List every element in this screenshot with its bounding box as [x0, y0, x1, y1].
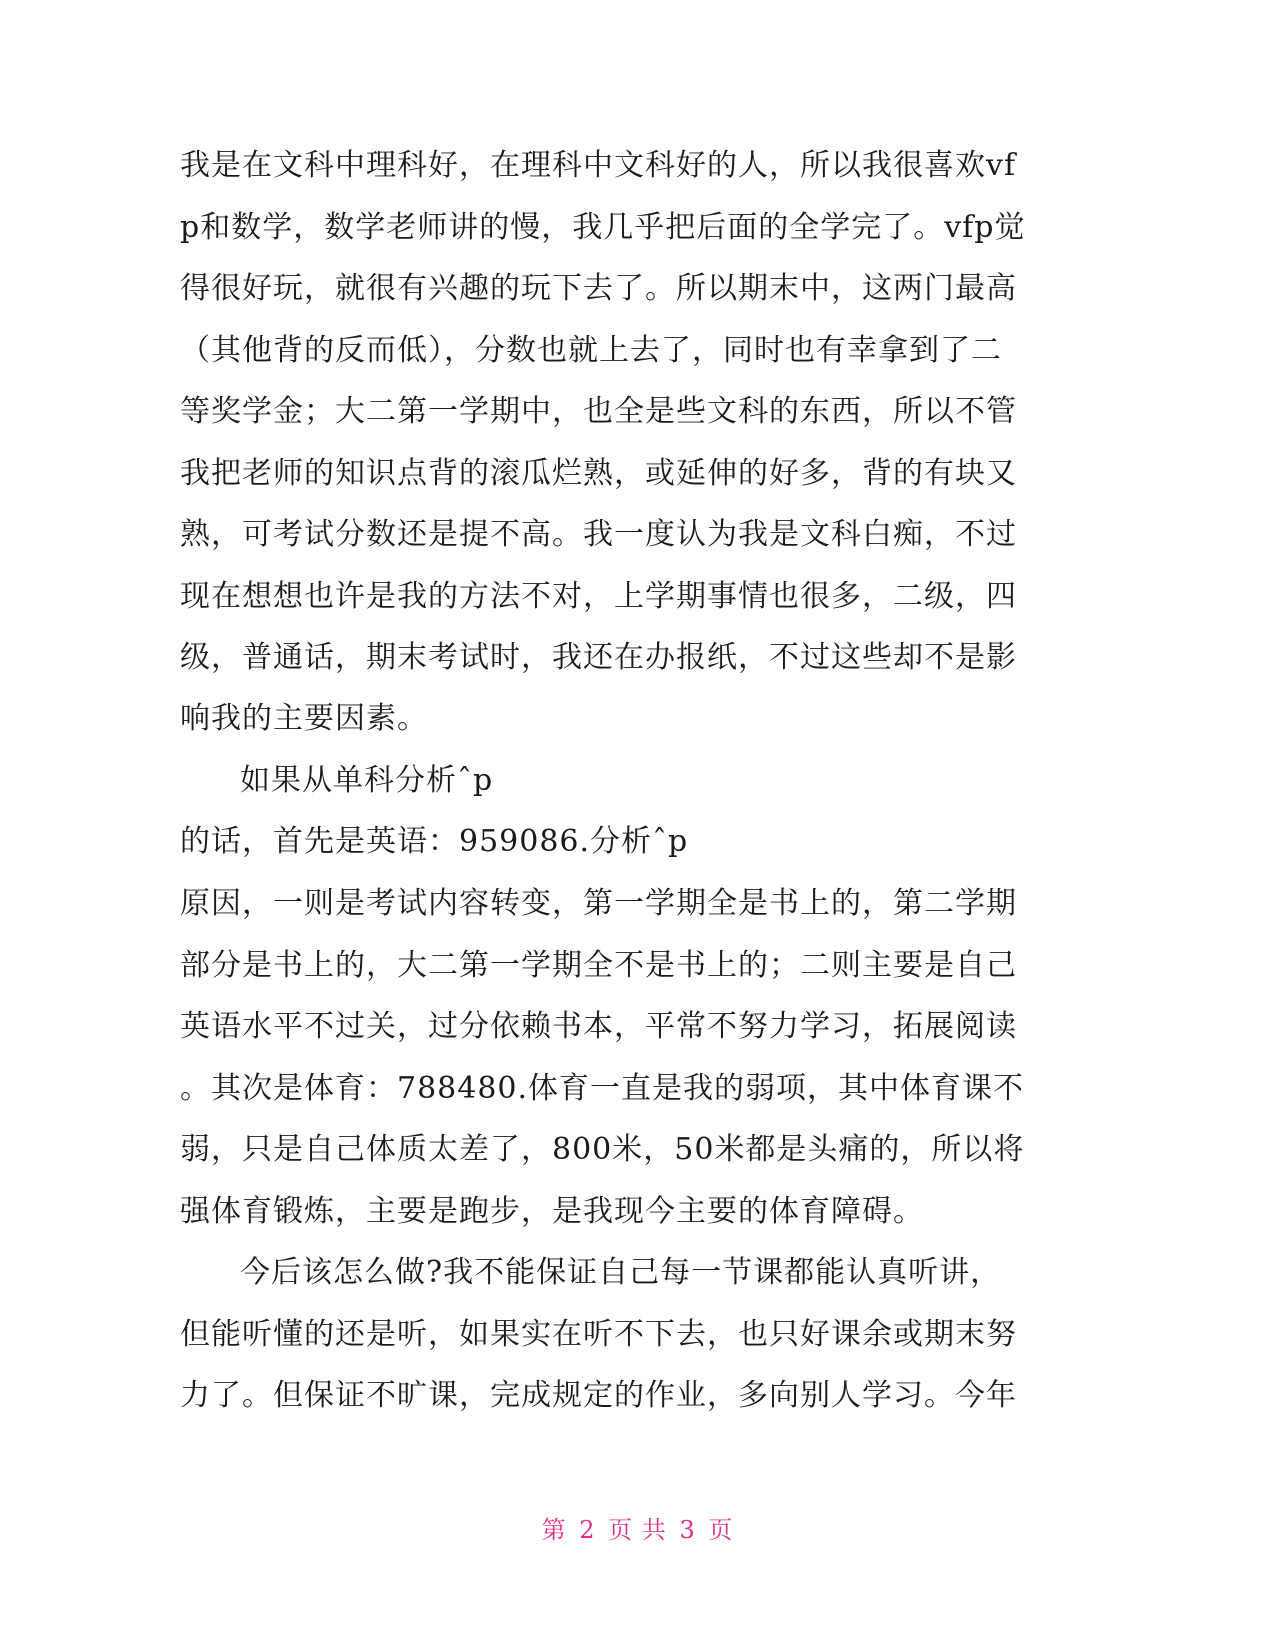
body-line: 但能听懂的还是听，如果实在听不下去，也只好课余或期末努: [180, 1317, 1017, 1352]
body-line: 。其次是体育：788480.体育一直是我的弱项，其中体育课不: [180, 1071, 1025, 1106]
body-line: 英语水平不过关，过分依赖书本，平常不努力学习，拓展阅读: [180, 1009, 1017, 1044]
body-line: 等奖学金；大二第一学期中，也全是些文科的东西，所以不管: [180, 394, 1017, 429]
footer-suffix: 页: [708, 1516, 734, 1544]
body-line: 强体育锻炼，主要是跑步，是我现今主要的体育障碍。: [180, 1194, 924, 1229]
body-line: 的话，首先是英语：959086.分析ˆp: [180, 824, 689, 859]
body-line: 我把老师的知识点背的滚瓜烂熟，或延伸的好多，背的有块又: [180, 456, 1017, 491]
page-footer: [0, 1510, 1275, 1545]
body-line: p和数学，数学老师讲的慢，我几乎把后面的全学完了。vfp觉: [180, 210, 1026, 245]
body-line: 级，普通话，期末考试时，我还在办报纸，不过这些却不是影: [180, 640, 1017, 675]
paragraph-start-line: 如果从单科分析ˆp: [240, 763, 494, 798]
body-line: 熟，可考试分数还是提不高。我一度认为我是文科白痴，不过: [180, 517, 1017, 552]
body-line: 部分是书上的，大二第一学期全不是书上的；二则主要是自己: [180, 948, 1017, 983]
body-line: 响我的主要因素。: [180, 701, 428, 736]
body-line: 现在想想也许是我的方法不对，上学期事情也很多，二级，四: [180, 579, 1017, 614]
footer-middle: 页 共: [608, 1516, 667, 1544]
body-line: 力了。但保证不旷课，完成规定的作业，多向别人学习。今年: [180, 1378, 1017, 1413]
body-line: 弱，只是自己体质太差了，800米，50米都是头痛的，所以将: [180, 1132, 1025, 1167]
footer-total-pages: 3: [679, 1516, 696, 1544]
body-line: （其他背的反而低），分数也就上去了，同时也有幸拿到了二: [180, 333, 1002, 368]
body-line: 原因，一则是考试内容转变，第一学期全是书上的，第二学期: [180, 886, 1017, 921]
footer-prefix: 第: [541, 1516, 567, 1544]
body-line: 得很好玩，就很有兴趣的玩下去了。所以期末中，这两门最高: [180, 271, 1017, 306]
paragraph-start-line: 今后该怎么做?我不能保证自己每一节课都能认真听讲，: [240, 1255, 1002, 1290]
footer-page-number: 2: [579, 1516, 596, 1544]
body-line: 我是在文科中理科好，在理科中文科好的人，所以我很喜欢vf: [180, 148, 1017, 183]
